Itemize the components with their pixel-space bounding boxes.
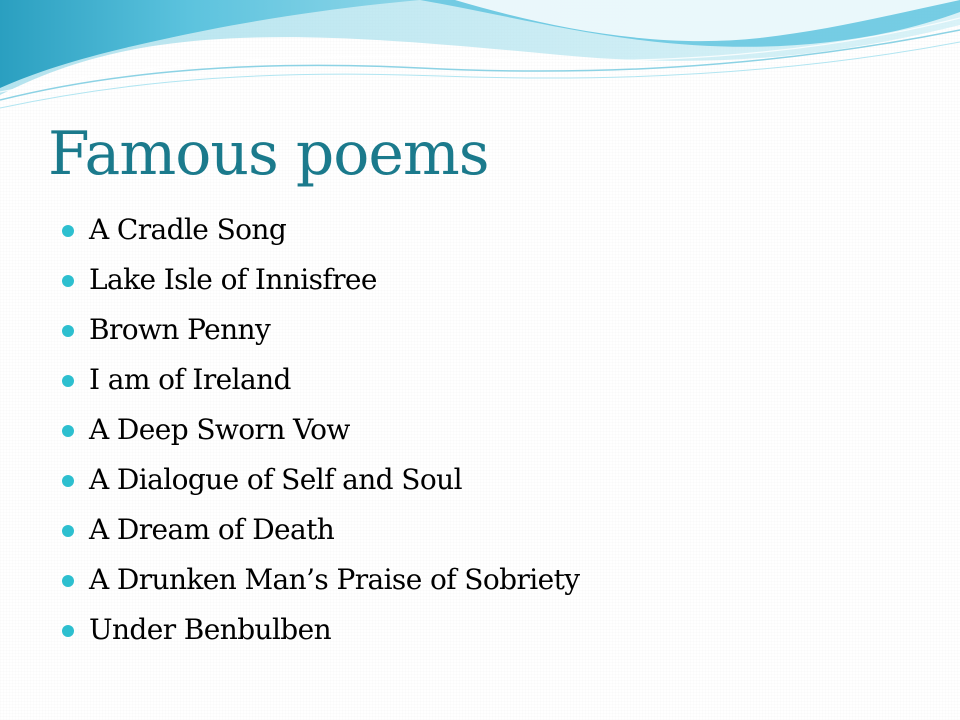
- bullet-dot-icon: [62, 425, 74, 437]
- poem-list: [62, 205, 579, 655]
- poem-list-item: [62, 205, 579, 255]
- poem-list-item: [62, 455, 579, 505]
- poem-title: A Deep Sworn Vow: [89, 413, 350, 446]
- poem-list-item: [62, 355, 579, 405]
- header-wave-decoration: [0, 0, 960, 130]
- poem-list-item: [62, 605, 579, 655]
- poem-list-item: [62, 555, 579, 605]
- poem-title: Under Benbulben: [89, 613, 332, 646]
- slide-title: Famous poems: [48, 119, 489, 189]
- bullet-dot-icon: [62, 625, 74, 637]
- poem-list-item: [62, 305, 579, 355]
- poem-list-item: [62, 505, 579, 555]
- poem-title: A Drunken Man’s Praise of Sobriety: [89, 563, 580, 596]
- bullet-dot-icon: [62, 275, 74, 287]
- poem-title: A Cradle Song: [89, 213, 287, 246]
- poem-title: Lake Isle of Innisfree: [89, 263, 377, 296]
- bullet-dot-icon: [62, 325, 74, 337]
- bullet-dot-icon: [62, 375, 74, 387]
- poem-list-item: [62, 405, 579, 455]
- bullet-dot-icon: [62, 225, 74, 237]
- bullet-dot-icon: [62, 575, 74, 587]
- poem-title: A Dialogue of Self and Soul: [89, 463, 462, 496]
- poem-list-item: [62, 255, 579, 305]
- poem-title: I am of Ireland: [89, 363, 291, 396]
- bullet-dot-icon: [62, 525, 74, 537]
- poem-title: A Dream of Death: [89, 513, 335, 546]
- poem-title: Brown Penny: [89, 313, 271, 346]
- bullet-dot-icon: [62, 475, 74, 487]
